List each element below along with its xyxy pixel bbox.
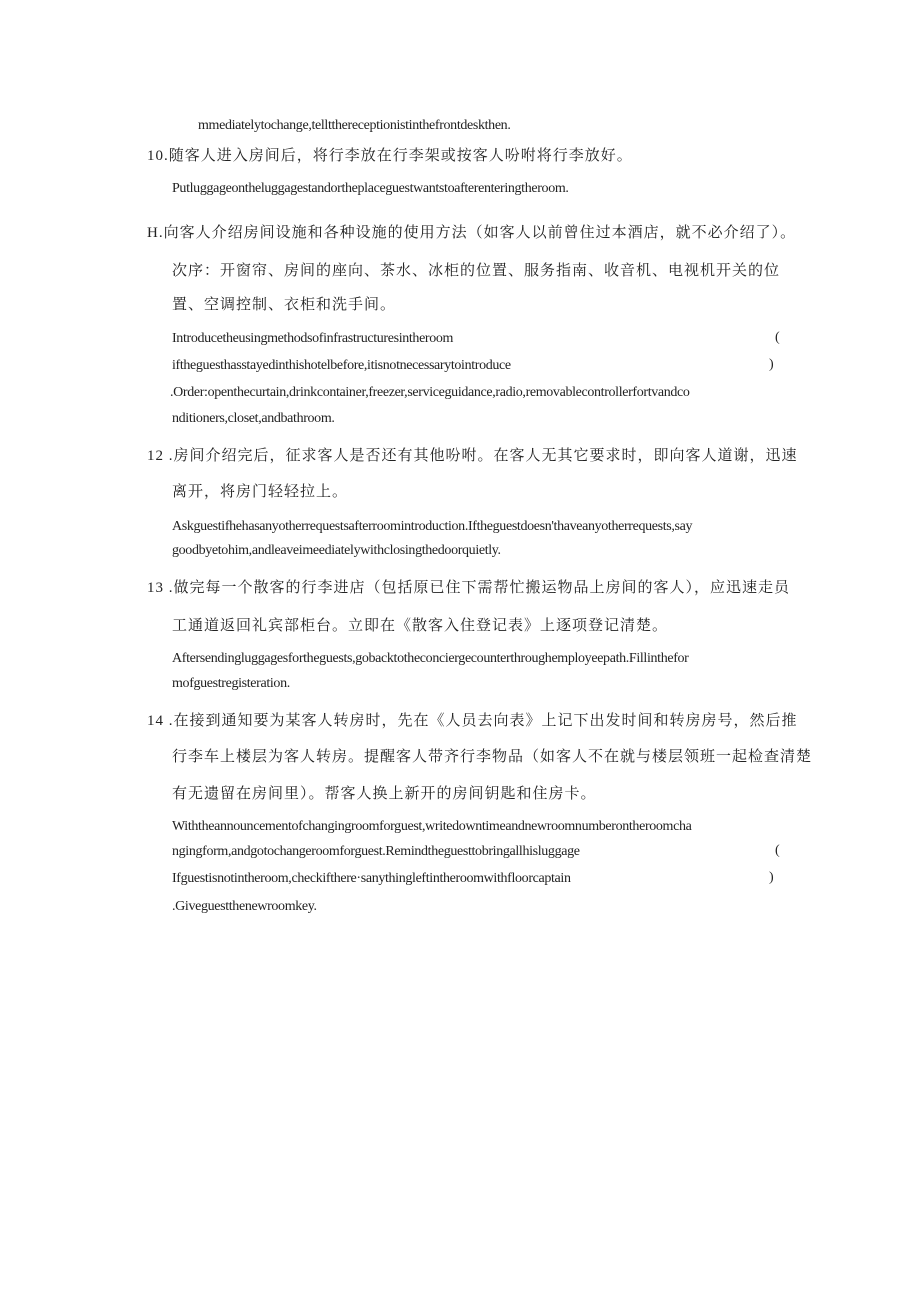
text-line: 行李车上楼层为客人转房。提醒客人带齐行李物品（如客人不在就与楼层领班一起检查清楚	[172, 749, 813, 765]
text-line: .Giveguestthenewroomkey.	[172, 899, 317, 914]
text-line: Askguestifhehasanyotherrequestsafterroomintroduction.Iftheguestdoesn'thaveanyotherrequests,say	[172, 519, 693, 534]
item-12-heading: 12 .房间介绍完后，征求客人是否还有其他吩咐。在客人无其它要求时，即向客人道谢，迅速	[147, 448, 798, 464]
text-line: Putluggageontheluggagestandortheplaceguestwantstoafterenteringtheroom.	[172, 181, 569, 196]
text-line: .Order:openthecurtain,drinkcontainer,freezer,serviceguidance,radio,removablecontrollerfortvandco	[170, 385, 690, 400]
paren-open: (	[775, 843, 780, 858]
text-line: ngingform,andgotochangeroomforguest.Remindtheguesttobringallhisluggage	[172, 844, 580, 859]
paren-open: (	[775, 330, 780, 345]
text-line: 次序：开窗帘、房间的座向、茶水、冰柜的位置、服务指南、收音机、电视机开关的位	[172, 263, 781, 279]
text-line: 工通道返回礼宾部柜台。立即在《散客入住登记表》上逐项登记清楚。	[172, 618, 669, 634]
paren-close: )	[769, 870, 774, 885]
item-13-heading: 13 .做完每一个散客的行李进店（包括原已住下需帮忙搬运物品上房间的客人），应迅速走员	[147, 580, 791, 596]
text-line: mofguestregisteration.	[172, 676, 290, 691]
text-line: 置、空调控制、衣柜和洗手间。	[172, 297, 397, 313]
text-line: Aftersendingluggagesfortheguests,gobacktotheconciergecounterthroughemployeepath.Fillinthefor	[172, 651, 689, 666]
item-14-heading: 14 .在接到通知要为某客人转房时，先在《人员去向表》上记下出发时间和转房房号，然后推	[147, 713, 798, 729]
text-line: iftheguesthasstayedinthishotelbefore,itisnotnecessarytointroduce	[172, 358, 511, 373]
paren-close: )	[769, 357, 774, 372]
text-line: 离开，将房门轻轻拉上。	[172, 484, 349, 500]
text-line: goodbyetohim,andleaveimeediatelywithclosingthedoorquietly.	[172, 543, 501, 558]
item-10-heading: 10.随客人进入房间后，将行李放在行李架或按客人吩咐将行李放好。	[147, 148, 633, 164]
text-line: 有无遗留在房间里）。帮客人换上新开的房间钥匙和住房卡。	[172, 786, 597, 802]
text-line: Ifguestisnotintheroom,checkifthere·sanythingleftintheroomwithfloorcaptain	[172, 871, 571, 886]
text-line: Withtheannouncementofchangingroomforguest,writedowntimeandnewroomnumberontheroomcha	[172, 819, 692, 834]
text-line: Introducetheusingmethodsofinfrastructuresintheroom	[172, 331, 454, 346]
text-line: nditioners,closet,andbathroom.	[172, 411, 335, 426]
text-line: mmediatelytochange,telltthereceptionistinthefrontdeskthen.	[198, 118, 511, 133]
item-11-heading: H.向客人介绍房间设施和各种设施的使用方法（如客人以前曾住过本酒店，就不必介绍了）。	[147, 225, 797, 241]
